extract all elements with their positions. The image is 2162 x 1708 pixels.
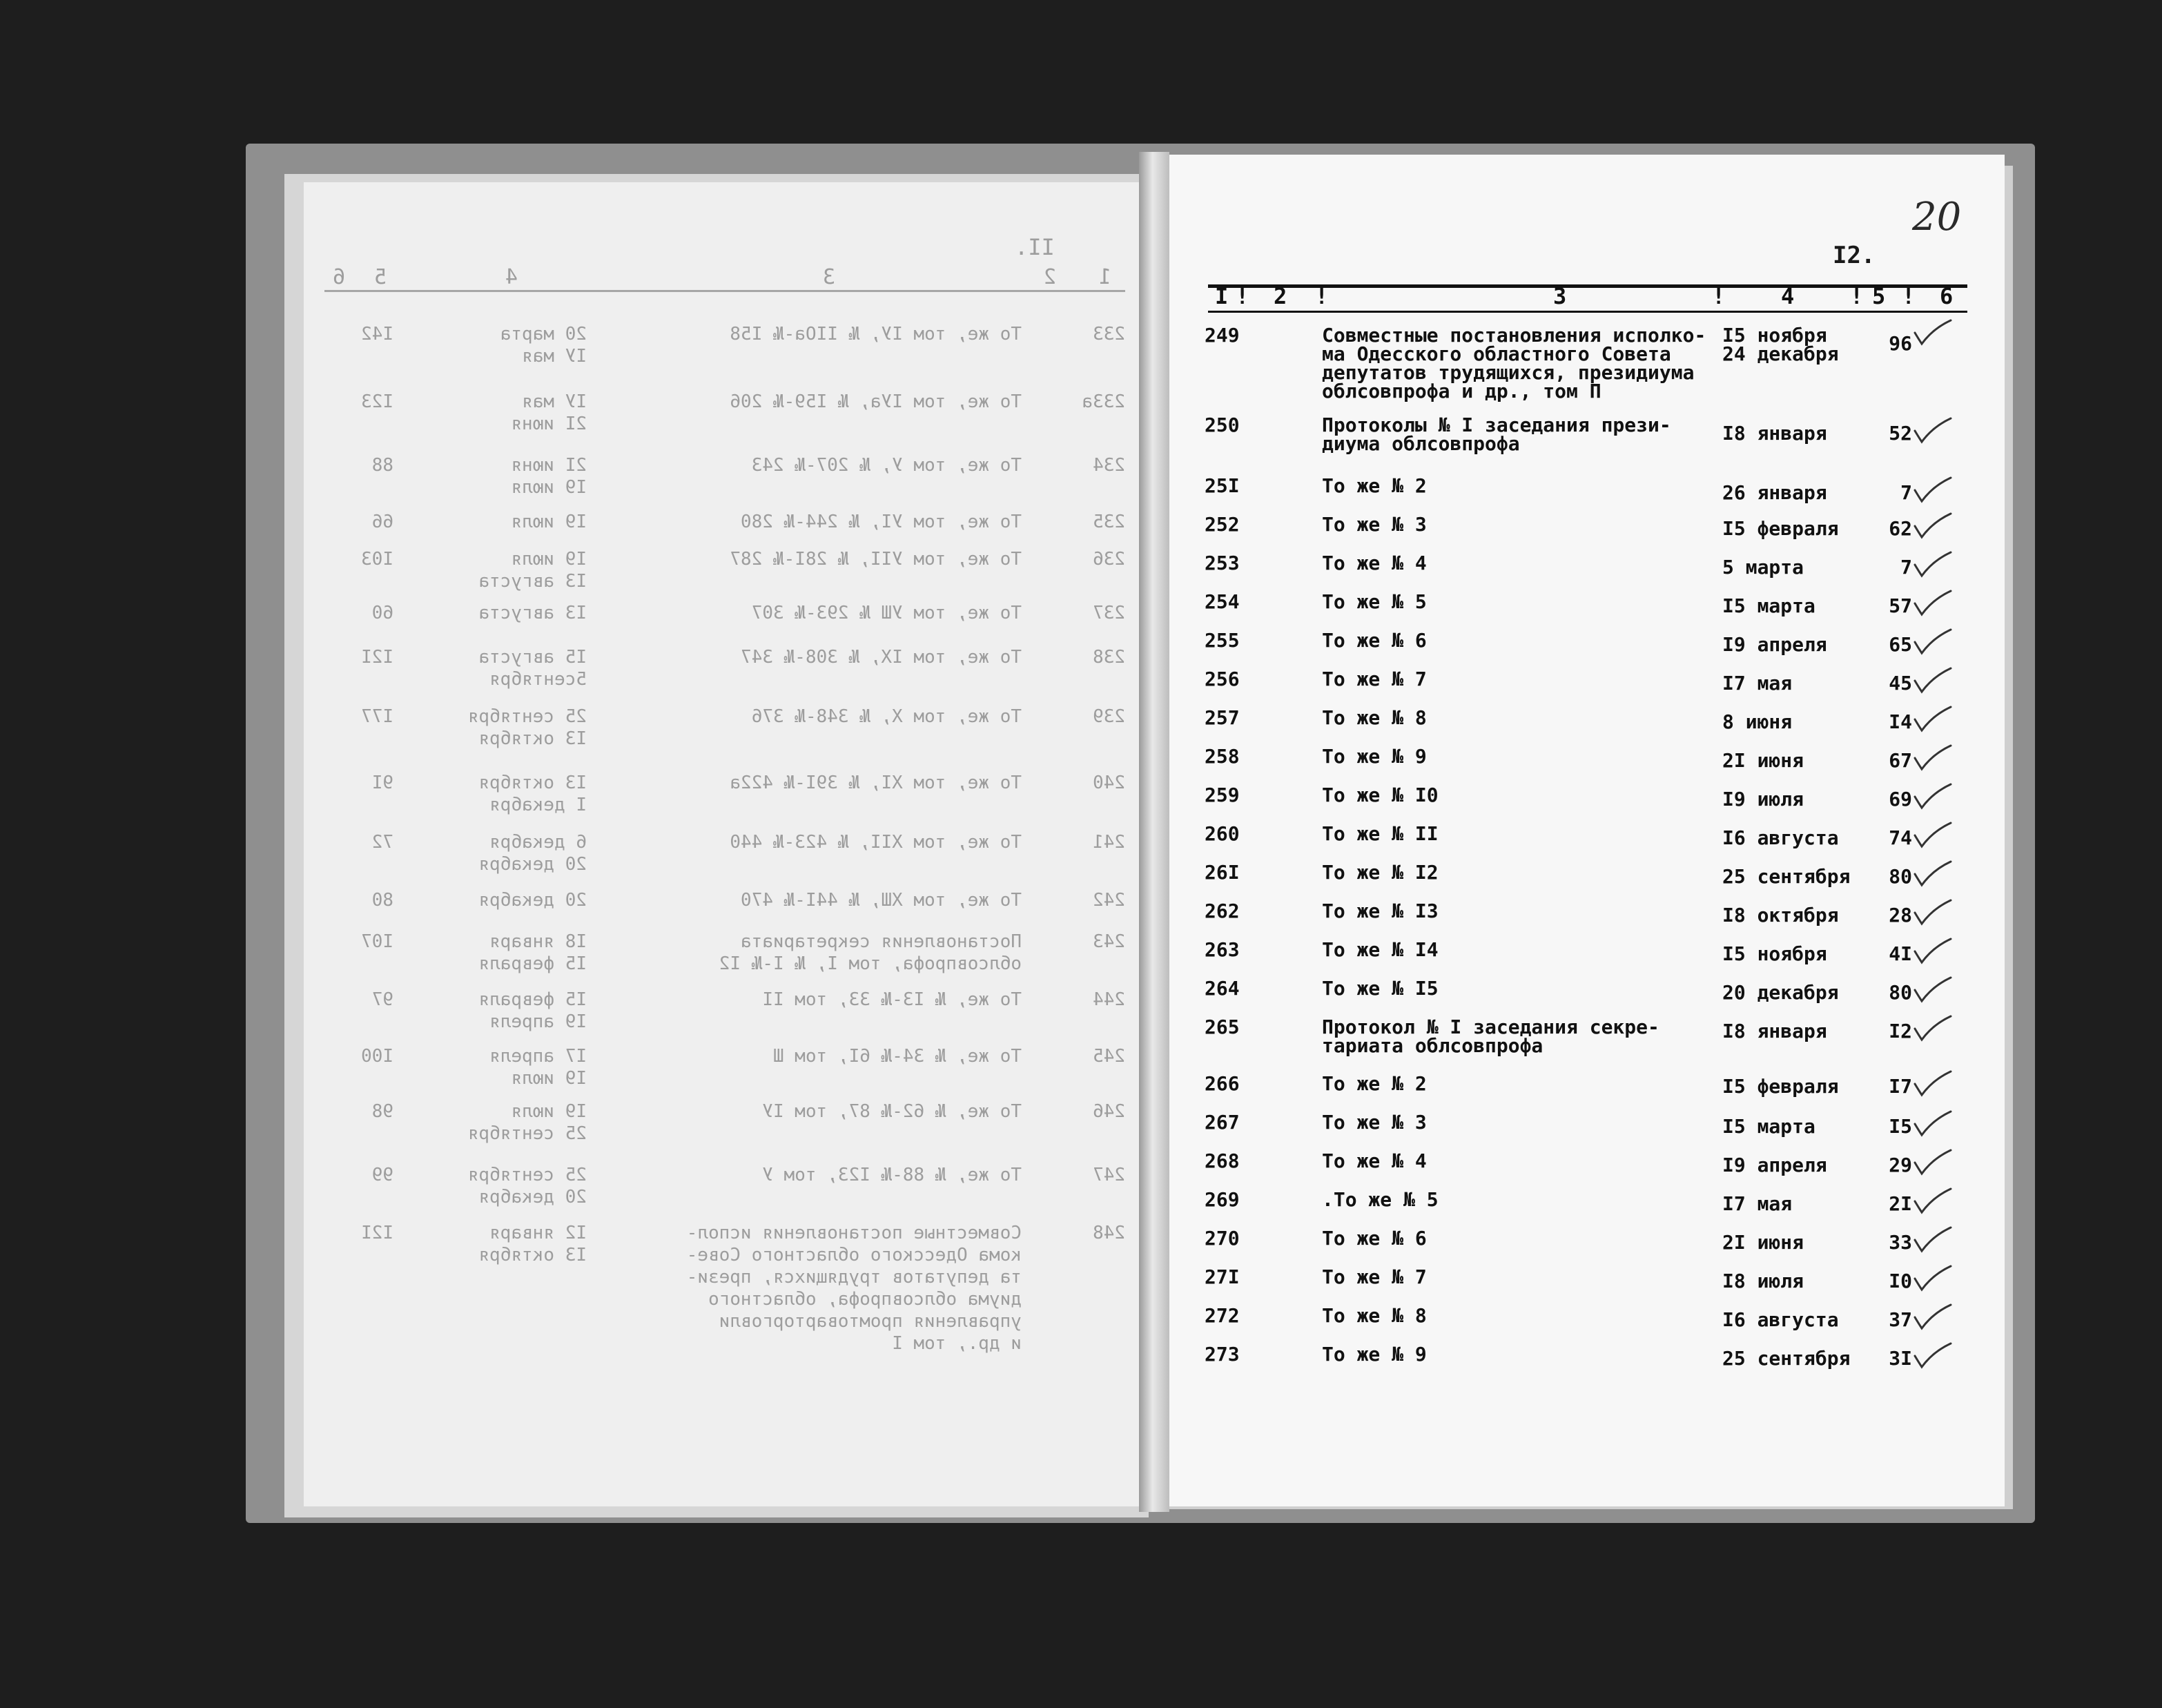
left-header-rule	[324, 290, 1125, 292]
checkmark-icon	[1912, 1070, 1954, 1098]
left-cell-sheets: I23	[361, 391, 393, 412]
row-title: То же № I4	[1322, 938, 1439, 961]
left-page-number: II.	[1015, 234, 1055, 260]
left-cell-date: I9 июля	[511, 512, 587, 532]
right-page-number: I2.	[1833, 242, 1876, 269]
left-cell-num: 233a	[1082, 391, 1125, 412]
left-cell-date: 6 декабря 20 декабря	[478, 832, 587, 875]
row-number: 272	[1205, 1304, 1240, 1327]
row-number: 26I	[1205, 861, 1240, 884]
row-sheet-count: 67	[1889, 749, 1912, 772]
row-date: I8 января	[1722, 422, 1827, 445]
row-title: То же № 5	[1322, 590, 1427, 613]
row-title: То же № I5	[1322, 977, 1439, 1000]
left-cell-date: I5 февраля I9 апреля	[478, 989, 587, 1032]
left-cell-desc: То же, том УI, № 244-№ 280	[741, 512, 1022, 532]
checkmark-icon	[1912, 860, 1954, 888]
row-number: 269	[1205, 1188, 1240, 1211]
checkmark-icon	[1912, 1110, 1954, 1138]
row-number: 268	[1205, 1149, 1240, 1172]
checkmark-icon	[1912, 417, 1954, 445]
row-number: 257	[1205, 706, 1240, 729]
row-title: То же № 3	[1322, 513, 1427, 536]
col-head-sep: !	[1712, 283, 1726, 309]
left-cell-sheets: I2I	[361, 647, 393, 668]
checkmark-icon	[1912, 628, 1954, 656]
left-cell-desc: То же, том IУ, № IIOa-№ I58	[730, 324, 1022, 344]
left-cell-desc: То же, том XI, № 39I-№ 422a	[730, 773, 1022, 793]
left-col-head-2: 2	[1043, 265, 1056, 289]
col-head-5: 5	[1872, 283, 1886, 309]
row-sheet-count: 33	[1889, 1231, 1912, 1254]
row-sheet-count: 80	[1889, 865, 1912, 888]
row-number: 250	[1205, 414, 1240, 436]
row-date: I7 мая	[1722, 672, 1793, 695]
left-cell-num: 248	[1093, 1223, 1125, 1243]
left-cell-date: 25 сентября 20 декабря	[467, 1165, 587, 1207]
row-sheet-count: 2I	[1889, 1192, 1912, 1215]
row-date: 8 июня	[1722, 710, 1793, 733]
row-sheet-count: 57	[1889, 594, 1912, 617]
row-number: 264	[1205, 977, 1240, 1000]
row-sheet-count: 4I	[1889, 942, 1912, 965]
row-title: То же № 6	[1322, 1227, 1427, 1250]
row-date: 2I июня	[1722, 749, 1804, 772]
col-head-6: 6	[1940, 283, 1954, 309]
row-date: I9 апреля	[1722, 633, 1827, 656]
left-col-head-3: 3	[822, 265, 835, 289]
row-number: 267	[1205, 1111, 1240, 1134]
row-number: 253	[1205, 552, 1240, 574]
row-title: То же № 7	[1322, 668, 1427, 690]
row-sheet-count: 74	[1889, 826, 1912, 849]
left-cell-sheets: I03	[361, 549, 393, 570]
row-date: I5 ноября	[1722, 942, 1827, 965]
left-cell-desc: То же, том У, № 207-№ 243	[751, 455, 1022, 476]
checkmark-icon	[1912, 706, 1954, 733]
checkmark-icon	[1912, 551, 1954, 579]
left-cell-desc: То же, № 34-№ 6I, том Ш	[772, 1046, 1022, 1067]
left-col-head-5: 5	[373, 265, 387, 289]
left-cell-desc: То же, том УII, № 28I-№ 287	[730, 549, 1022, 570]
checkmark-icon	[1912, 667, 1954, 695]
checkmark-icon	[1912, 976, 1954, 1004]
row-title: То же № 7	[1322, 1265, 1427, 1288]
row-sheet-count: 80	[1889, 981, 1912, 1004]
row-number: 263	[1205, 938, 1240, 961]
row-sheet-count: I2	[1889, 1020, 1912, 1042]
row-sheet-count: 3I	[1889, 1347, 1912, 1370]
row-sheet-count: 96	[1889, 332, 1912, 355]
left-cell-date: 20 декабря	[478, 890, 587, 911]
row-number: 255	[1205, 629, 1240, 652]
left-cell-desc: То же, том IУa, № I59-№ 206	[730, 391, 1022, 412]
left-page-bleed-text	[324, 207, 1125, 1381]
row-number: 256	[1205, 668, 1240, 690]
row-number: 265	[1205, 1016, 1240, 1038]
handwritten-folio-number: 20	[1912, 195, 1962, 240]
row-sheet-count: 29	[1889, 1154, 1912, 1176]
row-number: 27I	[1205, 1265, 1240, 1288]
left-cell-sheets: I00	[361, 1046, 393, 1067]
left-cell-date: I9 июля I3 августа	[478, 549, 587, 592]
row-title: То же № 9	[1322, 1343, 1427, 1366]
row-title: То же № II	[1322, 822, 1439, 845]
checkmark-icon	[1912, 938, 1954, 965]
checkmark-icon	[1912, 1015, 1954, 1042]
left-cell-sheets: 66	[371, 512, 393, 532]
col-head-sep: !	[1315, 283, 1329, 309]
col-head-2: 2	[1274, 283, 1287, 309]
left-cell-sheets: 98	[371, 1101, 393, 1122]
row-title: То же № 2	[1322, 1072, 1427, 1095]
left-cell-date: 20 марта IУ мая	[500, 324, 587, 367]
left-col-head-6: 6	[332, 265, 345, 289]
left-cell-date: I5 августа 5сентября	[478, 647, 587, 690]
checkmark-icon	[1912, 1303, 1954, 1331]
checkmark-icon	[1912, 1226, 1954, 1254]
row-title: То же № 9	[1322, 745, 1427, 768]
row-sheet-count: 69	[1889, 788, 1912, 811]
row-sheet-count: 37	[1889, 1308, 1912, 1331]
left-cell-num: 241	[1093, 832, 1125, 853]
checkmark-icon	[1912, 590, 1954, 617]
row-number: 254	[1205, 590, 1240, 613]
row-title: Совместные постановления исполко- ма Одесского областного Совета депутатов трудящихся, президиума облсовпрофа и др., том П	[1322, 324, 1706, 402]
row-title: То же № 8	[1322, 706, 1427, 729]
left-cell-num: 238	[1093, 647, 1125, 668]
row-number: 252	[1205, 513, 1240, 536]
row-title: То же № I2	[1322, 861, 1439, 884]
row-sheet-count: 7	[1900, 556, 1912, 579]
left-cell-sheets: 9I	[371, 773, 393, 793]
row-date: I5 февраля	[1722, 517, 1839, 540]
left-cell-num: 242	[1093, 890, 1125, 911]
checkmark-icon	[1912, 822, 1954, 849]
row-number: 259	[1205, 784, 1240, 806]
col-head-sep: !	[1850, 283, 1864, 309]
checkmark-icon	[1912, 319, 1954, 347]
row-title: То же № 6	[1322, 629, 1427, 652]
checkmark-icon	[1912, 1342, 1954, 1370]
checkmark-icon	[1912, 1265, 1954, 1292]
row-date: I5 ноября 24 декабря	[1722, 324, 1839, 365]
left-cell-num: 245	[1093, 1046, 1125, 1067]
left-cell-sheets: 80	[371, 890, 393, 911]
left-cell-desc: То же, № 62-№ 87, том IУ	[762, 1101, 1022, 1122]
left-cell-desc: Постановления секретариата облсовпрофа, том I, № I-№ I2	[719, 931, 1022, 974]
row-date: I6 августа	[1722, 1308, 1839, 1331]
left-cell-date: I3 октября I декабря	[478, 773, 587, 815]
row-sheet-count: I7	[1889, 1075, 1912, 1098]
left-cell-sheets: 99	[371, 1165, 393, 1185]
row-sheet-count: I0	[1889, 1270, 1912, 1292]
row-date: 5 марта	[1722, 556, 1804, 579]
row-date: I7 мая	[1722, 1192, 1793, 1215]
row-sheet-count: 65	[1889, 633, 1912, 656]
left-cell-desc: То же, том IX, № 308-№ 347	[741, 647, 1022, 668]
left-cell-desc: То же, том XШ, № 44I-№ 470	[741, 890, 1022, 911]
row-date: 2I июня	[1722, 1231, 1804, 1254]
left-cell-sheets: I2I	[361, 1223, 393, 1243]
checkmark-icon	[1912, 744, 1954, 772]
row-title: То же № 4	[1322, 1149, 1427, 1172]
row-title: Протокол № I заседания секре- тариата облсовпрофа	[1322, 1016, 1659, 1057]
left-cell-num: 240	[1093, 773, 1125, 793]
row-sheet-count: 28	[1889, 904, 1912, 926]
left-cell-num: 244	[1093, 989, 1125, 1010]
left-cell-date: I2 января I3 октября	[478, 1223, 587, 1265]
col-head-3: 3	[1553, 283, 1567, 309]
left-cell-num: 235	[1093, 512, 1125, 532]
checkmark-icon	[1912, 512, 1954, 540]
row-date: I8 января	[1722, 1020, 1827, 1042]
checkmark-icon	[1912, 1187, 1954, 1215]
col-head-sep: !	[1902, 283, 1916, 309]
row-date: I8 октября	[1722, 904, 1839, 926]
row-number: 273	[1205, 1343, 1240, 1366]
left-cell-date: 2I июня I9 июля	[511, 455, 587, 498]
left-col-head-1: 1	[1098, 265, 1111, 289]
row-number: 249	[1205, 324, 1240, 347]
row-date: I9 апреля	[1722, 1154, 1827, 1176]
row-sheet-count: 62	[1889, 517, 1912, 540]
left-cell-sheets: 97	[371, 989, 393, 1010]
row-date: I5 марта	[1722, 1115, 1815, 1138]
row-title: .То же № 5	[1322, 1188, 1439, 1211]
row-sheet-count: I4	[1889, 710, 1912, 733]
left-cell-date: I9 июля 25 сентября	[467, 1101, 587, 1144]
row-sheet-count: I5	[1889, 1115, 1912, 1138]
row-title: Протоколы № I заседания прези- диума облсовпрофа	[1322, 414, 1671, 455]
left-cell-desc: То же, № I3-№ 33, том II	[762, 989, 1022, 1010]
left-cell-sheets: 72	[371, 832, 393, 853]
row-number: 270	[1205, 1227, 1240, 1250]
left-cell-date: I8 января I5 февраля	[478, 931, 587, 974]
left-cell-date: IУ мая 2I июня	[511, 391, 587, 434]
col-head-sep: !	[1236, 283, 1249, 309]
row-date: I5 февраля	[1722, 1075, 1839, 1098]
left-cell-sheets: I77	[361, 706, 393, 727]
book-gutter	[1139, 152, 1169, 1512]
row-date: I5 марта	[1722, 594, 1815, 617]
row-date: 20 декабря	[1722, 981, 1839, 1004]
left-col-head-4: 4	[505, 265, 518, 289]
row-sheet-count: 7	[1900, 481, 1912, 504]
left-cell-num: 246	[1093, 1101, 1125, 1122]
left-cell-sheets: 60	[371, 603, 393, 623]
left-cell-num: 234	[1093, 455, 1125, 476]
row-date: 25 сентября	[1722, 865, 1851, 888]
row-date: I8 июля	[1722, 1270, 1804, 1292]
checkmark-icon	[1912, 1149, 1954, 1176]
left-cell-num: 247	[1093, 1165, 1125, 1185]
left-cell-num: 243	[1093, 931, 1125, 952]
left-cell-date: I7 апреля I9 июля	[489, 1046, 587, 1089]
left-cell-desc: То же, том УШ № 293-№ 307	[751, 603, 1022, 623]
left-cell-desc: То же, том XII, № 423-№ 440	[730, 832, 1022, 853]
left-cell-num: 233	[1093, 324, 1125, 344]
row-number: 258	[1205, 745, 1240, 768]
row-date: 25 сентября	[1722, 1347, 1851, 1370]
checkmark-icon	[1912, 783, 1954, 811]
row-date: 26 января	[1722, 481, 1827, 504]
left-cell-desc: То же, том X, № 348-№ 376	[751, 706, 1022, 727]
left-cell-sheets: I07	[361, 931, 393, 952]
left-cell-date: 25 сентября I3 октября	[467, 706, 587, 749]
row-date: I9 июля	[1722, 788, 1804, 811]
left-cell-desc: Совместные постановления испол- кома Одесского областного Сове- та депутатов трудящихся, прези- диума облсовпрофа, облаcтного управления промтоварторговли и др., том I	[686, 1223, 1022, 1354]
left-cell-date: I3 августа	[478, 603, 587, 623]
row-title: То же № I0	[1322, 784, 1439, 806]
row-title: То же № 4	[1322, 552, 1427, 574]
row-number: 266	[1205, 1072, 1240, 1095]
row-number: 262	[1205, 900, 1240, 922]
row-sheet-count: 52	[1889, 422, 1912, 445]
left-cell-num: 239	[1093, 706, 1125, 727]
row-title: То же № 2	[1322, 474, 1427, 497]
row-sheet-count: 45	[1889, 672, 1912, 695]
row-number: 260	[1205, 822, 1240, 845]
header-rule-bottom	[1208, 311, 1967, 313]
row-title: То же № 3	[1322, 1111, 1427, 1134]
left-cell-num: 237	[1093, 603, 1125, 623]
left-cell-desc: То же, № 88-№ I23, том У	[762, 1165, 1022, 1185]
left-cell-num: 236	[1093, 549, 1125, 570]
col-head-4: 4	[1781, 283, 1795, 309]
checkmark-icon	[1912, 476, 1954, 504]
row-number: 25I	[1205, 474, 1240, 497]
row-title: То же № 8	[1322, 1304, 1427, 1327]
col-head-1: I	[1215, 283, 1229, 309]
checkmark-icon	[1912, 899, 1954, 926]
row-title: То же № I3	[1322, 900, 1439, 922]
left-cell-sheets: I42	[361, 324, 393, 344]
row-date: I6 августа	[1722, 826, 1839, 849]
left-cell-sheets: 88	[371, 455, 393, 476]
